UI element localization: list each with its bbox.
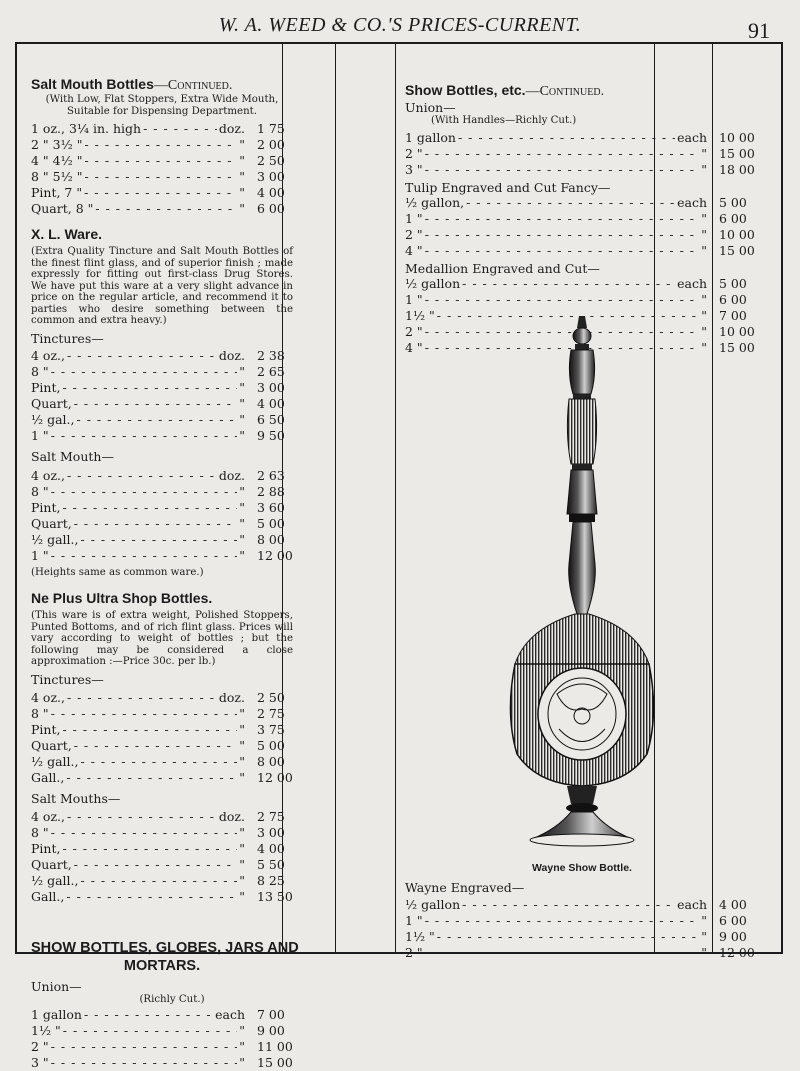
price: 9 00 <box>719 929 747 944</box>
price: 13 50 <box>257 888 293 904</box>
xl-tinctures-list <box>31 348 293 444</box>
unit: " <box>239 1055 245 1070</box>
price: 12 00 <box>257 769 293 785</box>
item-size: 4 oz., <box>31 467 65 483</box>
catalog-frame <box>15 42 783 1070</box>
price-row <box>31 396 293 412</box>
unit: " <box>701 307 707 323</box>
item-size: Pint, <box>31 721 61 737</box>
price: 6 00 <box>257 201 285 216</box>
price-row <box>31 1039 293 1055</box>
price-row <box>405 292 767 308</box>
price-row <box>31 1023 293 1039</box>
item-size: Pint, <box>31 840 61 856</box>
item-size: 2 " <box>405 145 423 161</box>
figure-caption: Wayne Show Bottle. <box>532 862 632 874</box>
leader-dots <box>51 825 238 841</box>
price-row <box>31 137 293 153</box>
price-row <box>31 770 293 786</box>
item-size: 1 gallon <box>405 129 456 145</box>
price-row <box>31 548 293 564</box>
price-row <box>405 897 767 913</box>
item-size: ½ gallon, <box>405 194 465 210</box>
price: 3 00 <box>257 824 285 840</box>
price-row <box>405 195 767 211</box>
left-price-rule-right <box>335 44 336 952</box>
price-row <box>405 162 767 178</box>
leader-dots <box>66 770 237 786</box>
price-row <box>31 706 293 722</box>
item-size: 4 " <box>405 242 423 258</box>
item-size: ½ gall., <box>31 872 79 888</box>
item-size: 3 " <box>405 161 423 177</box>
leader-dots <box>81 532 238 548</box>
unit: " <box>239 137 245 152</box>
price-row <box>31 1055 293 1071</box>
price: 11 00 <box>257 1039 293 1054</box>
price: 6 00 <box>719 210 747 226</box>
price-row <box>31 348 293 364</box>
price-row <box>31 169 293 185</box>
unit: " <box>239 753 245 769</box>
medallion-label: Medallion Engraved and Cut— <box>405 260 600 276</box>
price: 3 00 <box>257 169 285 184</box>
price-row <box>405 211 767 227</box>
section-heading-show-bottles: SHOW BOTTLES, GLOBES, JARS AND <box>31 939 299 956</box>
price-row <box>31 516 293 532</box>
price-row <box>31 532 293 548</box>
unit: " <box>701 145 707 161</box>
item-size: 1½ " <box>31 1023 61 1038</box>
salt-mouth-list <box>31 121 293 217</box>
unit: " <box>239 169 245 184</box>
price-row <box>31 738 293 754</box>
unit: " <box>239 483 245 499</box>
unit: " <box>239 824 245 840</box>
item-size: Pint, <box>31 499 61 515</box>
right-union-label: Union— <box>405 100 456 115</box>
price-row <box>31 484 293 500</box>
unit: " <box>239 363 245 379</box>
leader-dots <box>63 1023 237 1039</box>
price: 7 00 <box>719 307 747 323</box>
price-row <box>31 841 293 857</box>
item-size: 8 " 5½ " <box>31 169 83 184</box>
unit: each <box>677 897 707 912</box>
unit: " <box>239 411 245 427</box>
price: 2 00 <box>257 137 285 152</box>
price: 5 00 <box>719 275 747 291</box>
price: 2 88 <box>257 483 285 499</box>
leader-dots <box>95 201 237 217</box>
unit: doz. <box>218 347 245 363</box>
leader-dots <box>425 211 700 227</box>
leader-dots <box>74 396 238 412</box>
leader-dots <box>62 500 237 516</box>
item-size: 4 oz., <box>31 689 65 705</box>
section-heading-show-continued: Show Bottles, etc.—Continued. <box>405 82 605 99</box>
show-union-label: Union— <box>31 978 82 994</box>
price: 5 00 <box>257 515 285 531</box>
leader-dots <box>74 516 238 532</box>
np-salt-list <box>31 809 293 905</box>
show-union-list <box>31 1007 293 1071</box>
price: 8 00 <box>257 753 285 769</box>
item-size: 1 " <box>405 210 423 226</box>
price-row <box>31 121 293 137</box>
leader-dots <box>425 292 700 308</box>
leader-dots <box>74 857 238 873</box>
leader-dots <box>425 913 700 929</box>
page-header-title: W. A. WEED & CO.'S PRICES-CURRENT. <box>218 14 582 36</box>
xl-salt-label: Salt Mouth— <box>31 448 114 464</box>
price: 3 00 <box>257 379 285 395</box>
salt-mouth-note: (With Low, Flat Stoppers, Extra Wide Mouth, Suitable for Dispensing Department. <box>45 94 279 117</box>
unit: each <box>677 194 707 210</box>
tulip-label: Tulip Engraved and Cut Fancy— <box>405 179 611 195</box>
price-row <box>31 500 293 516</box>
item-size: 8 " <box>31 483 49 499</box>
item-size: 3 " <box>31 1055 49 1070</box>
item-size: 2 " 3½ " <box>31 137 83 152</box>
leader-dots <box>67 690 217 706</box>
unit: " <box>239 888 245 904</box>
item-size: Pint, 7 " <box>31 185 83 200</box>
item-size: 4 oz., <box>31 808 65 824</box>
leader-dots <box>62 380 237 396</box>
price: 5 00 <box>719 194 747 210</box>
unit: " <box>239 705 245 721</box>
np-salt-label: Salt Mouths— <box>31 790 121 806</box>
item-size: 4 " <box>405 339 423 355</box>
price: 1 75 <box>257 121 285 136</box>
unit: " <box>239 1039 245 1054</box>
unit: " <box>239 427 245 443</box>
price-row <box>31 754 293 770</box>
leader-dots <box>67 348 217 364</box>
item-size: 1 gallon <box>31 1007 82 1022</box>
unit: " <box>701 913 707 928</box>
unit: " <box>239 769 245 785</box>
price-row <box>31 809 293 825</box>
unit: doz. <box>218 467 245 483</box>
ne-plus-note: (This ware is of extra weight, Polished Stoppers, Punted Bottoms, and of rich flint glass. Prices will vary according to weight of bottles ; but the following may be considered a close approximation :—Price 30c. per lb.) <box>31 610 293 667</box>
leader-dots <box>84 169 237 185</box>
unit: " <box>239 153 245 168</box>
item-size: ½ gall., <box>31 531 79 547</box>
unit: " <box>701 242 707 258</box>
item-size: ½ gal., <box>31 411 75 427</box>
unit: doz. <box>218 689 245 705</box>
unit: " <box>239 547 245 563</box>
price-row <box>405 276 767 292</box>
wayne-label: Wayne Engraved— <box>405 880 525 895</box>
unit: " <box>239 721 245 737</box>
right-union-list <box>405 130 767 178</box>
price-row <box>31 185 293 201</box>
price-row <box>31 412 293 428</box>
unit: " <box>701 323 707 339</box>
np-tinctures-list <box>31 690 293 786</box>
item-size: Quart, <box>31 856 72 872</box>
item-size: 1 " <box>405 291 423 307</box>
price: 3 60 <box>257 499 285 515</box>
item-size: 1½ " <box>405 929 435 944</box>
item-size: Gall., <box>31 769 65 785</box>
xl-salt-list <box>31 468 293 564</box>
leader-dots <box>67 468 217 484</box>
price: 2 50 <box>257 153 285 168</box>
leader-dots <box>425 945 700 961</box>
unit: " <box>701 291 707 307</box>
price: 7 00 <box>257 1007 285 1022</box>
price: 10 00 <box>719 129 755 145</box>
leader-dots <box>51 1039 238 1055</box>
item-size: 1 " <box>405 913 423 928</box>
price: 5 00 <box>257 737 285 753</box>
price: 15 00 <box>719 145 755 161</box>
leader-dots <box>51 1055 238 1071</box>
leader-dots <box>84 1007 213 1023</box>
item-size: ½ gallon <box>405 275 461 291</box>
item-size: Quart, <box>31 395 72 411</box>
price: 2 65 <box>257 363 285 379</box>
price: 15 00 <box>719 242 755 258</box>
price: 18 00 <box>719 161 755 177</box>
price: 8 00 <box>257 531 285 547</box>
price: 2 50 <box>257 689 285 705</box>
leader-dots <box>425 243 700 259</box>
unit: each <box>677 129 707 145</box>
wayne-show-bottle-illustration <box>487 314 677 854</box>
leader-dots <box>81 754 238 770</box>
item-size: Quart, <box>31 515 72 531</box>
leader-dots <box>437 929 699 945</box>
unit: " <box>239 395 245 411</box>
leader-dots <box>51 706 238 722</box>
unit: each <box>215 1007 245 1022</box>
price-row <box>405 243 767 259</box>
leader-dots <box>62 722 237 738</box>
price-row <box>405 130 767 146</box>
leader-dots <box>51 428 238 444</box>
price: 10 00 <box>719 226 755 242</box>
leader-dots <box>462 897 675 913</box>
price-row <box>31 722 293 738</box>
xl-tinctures-label: Tinctures— <box>31 330 104 346</box>
item-size: 2 " <box>405 945 423 960</box>
unit: " <box>239 531 245 547</box>
price: 9 50 <box>257 427 285 443</box>
unit: " <box>701 339 707 355</box>
item-size: 2 " <box>31 1039 49 1054</box>
leader-dots <box>425 162 700 178</box>
leader-dots <box>466 195 675 211</box>
leader-dots <box>77 412 238 428</box>
unit: " <box>239 737 245 753</box>
np-tinctures-label: Tinctures— <box>31 671 104 687</box>
price: 15 00 <box>719 339 755 355</box>
xl-ware-note: (Extra Quality Tincture and Salt Mouth Bottles of the finest flint glass, and of superior finish ; made expressly for fitting out first-class Drug Stores. We have put this ware at a very slight advance in price on the regular article, and recommend it to parties who desire something between the common and extra heavy.) <box>31 246 293 326</box>
price-row <box>31 825 293 841</box>
unit: " <box>239 840 245 856</box>
leader-dots <box>67 809 217 825</box>
item-size: ½ gall., <box>31 753 79 769</box>
price-row <box>31 428 293 444</box>
item-size: Gall., <box>31 888 65 904</box>
tulip-list <box>405 195 767 259</box>
price: 15 00 <box>257 1055 293 1070</box>
item-size: Quart, <box>31 737 72 753</box>
price-row <box>31 468 293 484</box>
leader-dots <box>51 364 238 380</box>
wayne-list <box>405 897 767 961</box>
leader-dots <box>143 121 217 137</box>
column-divider <box>395 44 396 952</box>
leader-dots <box>51 484 238 500</box>
leader-dots <box>425 146 700 162</box>
unit: " <box>701 161 707 177</box>
price: 2 38 <box>257 347 285 363</box>
leader-dots <box>51 548 238 564</box>
unit: doz. <box>218 121 245 136</box>
price: 4 00 <box>719 897 747 912</box>
price-row <box>31 201 293 217</box>
leader-dots <box>81 873 238 889</box>
unit: " <box>701 945 707 960</box>
right-column <box>405 44 767 356</box>
price-row <box>405 913 767 929</box>
leader-dots <box>74 738 238 754</box>
unit: " <box>239 856 245 872</box>
price: 12 00 <box>719 945 755 960</box>
price: 6 50 <box>257 411 285 427</box>
price: 6 00 <box>719 291 747 307</box>
item-size: Quart, 8 " <box>31 201 94 216</box>
wayne-section <box>405 880 767 961</box>
price-row <box>31 857 293 873</box>
leader-dots <box>425 227 700 243</box>
price-row <box>31 380 293 396</box>
price: 3 75 <box>257 721 285 737</box>
price-row <box>31 889 293 905</box>
item-size: 8 " <box>31 705 49 721</box>
item-size: 4 " 4½ " <box>31 153 83 168</box>
price: 4 00 <box>257 840 285 856</box>
price: 4 00 <box>257 185 285 200</box>
leader-dots <box>66 889 237 905</box>
price-row <box>31 690 293 706</box>
item-size: Pint, <box>31 379 61 395</box>
unit: " <box>701 210 707 226</box>
unit: " <box>239 515 245 531</box>
price: 5 50 <box>257 856 285 872</box>
price-row <box>405 945 767 961</box>
unit: each <box>677 275 707 291</box>
unit: doz. <box>218 808 245 824</box>
heights-note: (Heights same as common ware.) <box>31 566 204 578</box>
unit: " <box>701 226 707 242</box>
price: 2 75 <box>257 808 285 824</box>
price: 4 00 <box>257 395 285 411</box>
price-row <box>405 227 767 243</box>
price-row <box>31 1007 293 1023</box>
price: 6 00 <box>719 913 747 928</box>
section-heading-xl-ware: X. L. Ware. <box>31 226 103 242</box>
price-row <box>31 153 293 169</box>
leader-dots <box>84 153 237 169</box>
item-size: ½ gallon <box>405 897 461 912</box>
unit: " <box>239 201 245 216</box>
price-row <box>31 364 293 380</box>
section-heading-ne-plus-ultra: Ne Plus Ultra Shop Bottles. <box>31 590 213 606</box>
richly-cut-note: (Richly Cut.) <box>139 993 205 1005</box>
price-row <box>405 146 767 162</box>
page-number: 91 <box>748 18 770 43</box>
leader-dots <box>62 841 237 857</box>
unit: " <box>239 872 245 888</box>
item-size: 1½ " <box>405 307 435 323</box>
unit: " <box>239 379 245 395</box>
item-size: 1 oz., 3¼ in. high <box>31 121 142 136</box>
price-row <box>405 929 767 945</box>
price: 10 00 <box>719 323 755 339</box>
unit: " <box>701 929 707 944</box>
leader-dots <box>84 137 237 153</box>
item-size: 8 " <box>31 363 49 379</box>
price: 2 63 <box>257 467 285 483</box>
leader-dots <box>462 276 675 292</box>
item-size: 1 " <box>31 427 49 443</box>
unit: " <box>239 1023 245 1038</box>
price: 9 00 <box>257 1023 285 1038</box>
section-heading-mortars: MORTARS. <box>123 957 201 974</box>
price: 2 75 <box>257 705 285 721</box>
left-column <box>31 44 299 1071</box>
item-size: 2 " <box>405 323 423 339</box>
unit: " <box>239 185 245 200</box>
item-size: 8 " <box>31 824 49 840</box>
unit: " <box>239 499 245 515</box>
price: 12 00 <box>257 547 293 563</box>
leader-dots <box>458 130 675 146</box>
price: 8 25 <box>257 872 285 888</box>
section-heading-salt-mouth: Salt Mouth Bottles—Continued. <box>31 76 233 93</box>
item-size: 4 oz., <box>31 347 65 363</box>
leader-dots <box>84 185 237 201</box>
item-size: 2 " <box>405 226 423 242</box>
price-row <box>31 873 293 889</box>
item-size: 1 " <box>31 547 49 563</box>
with-handles-note: (With Handles—Richly Cut.) <box>431 115 577 126</box>
